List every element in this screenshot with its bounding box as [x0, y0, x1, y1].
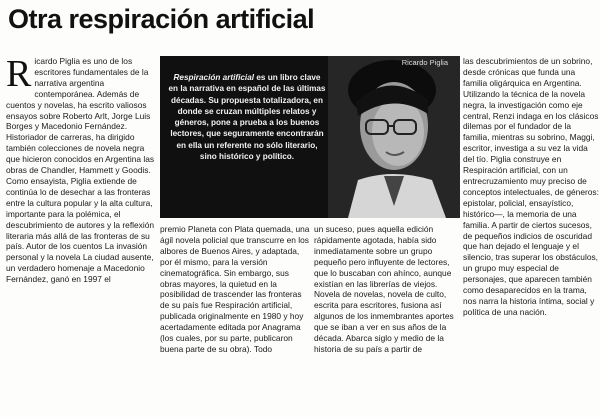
article-column-2: [160, 224, 311, 417]
pull-quote-book-title: Respiración artificial: [173, 73, 255, 82]
column-1-text: icardo Piglia es uno de los escritores fundamentales de la narrativa argentina contemporánea. Además de cuentos y novelas, ha escrito valiosos ensayos sobre Roberto Arlt, Jorge Luis Borges y Macedonio Fernández. Historiador de carreras, ha dirigido también colecciones de novela negra que hicieron conocidos en Argentina las obras de Chandler, Hammett y Goodis. Como ensayista, Piglia extiende de continúa lo de desechar a las fronteras entre la cultura popular y la alta cultura, importante para la polémica, el descubrimiento de autores y la reflexión literaria más allá de las fronteras de su país. Autor de los cuentos La invasión personal y la novela La ciudad ausente, un verdadero homenaje a Macedonio Fernández, ganó en 1997 el: [6, 56, 155, 285]
column-3-text: un suceso, pues aquella edición rápidamente agotada, había sido inmediatamente sobre un grupo pequeño pero influyente de lectores, que lo buscaban con ahínco, aunque existían en las librerías de viejos. Novela de novelas, novela de culto, escrita para escritores, fusiona así algunos de los inmembrantes aportes que se iban a ver en sus años de la década. Abarca siglo y medio de la historia de su país a partir de: [314, 224, 454, 354]
pull-quote-text: es un libro clave en la narrativa en español de las últimas décadas. Su propuesta totalizadora, en donde se cruzan múltiples relatos y géneros, pone a prueba a los buenos lectores, que seguramente encontrarán en ella un referente no sólo literario, sino histórico y político.: [168, 73, 326, 162]
pull-quote: [168, 72, 326, 162]
photo-credit: Ricardo Piglia: [401, 58, 448, 67]
drop-cap: R: [6, 56, 32, 95]
author-photo: [328, 56, 460, 218]
article-column-4: [463, 56, 599, 417]
article-headline: Otra respiración artificial: [8, 4, 315, 34]
feature-box: [160, 56, 460, 218]
article-column-1: [6, 56, 157, 417]
author-portrait-image: [328, 56, 460, 218]
column-4-text: las descubrimientos de un sobrino, desde crónicas que funda una familia oligárquica en Argentina. Utilizando la técnica de la novela negra, la investigación como eje central, Renzi indaga en los clásicos dilemas por el fundador de la familia, mientras su sobrino, Maggi, escritor, investiga a su vez la vida del tío. Piglia construye en Respiración artificial, con un entrecruzamiento muy preciso de conceptos intelectuales, de géneros: epistolar, policial, ensayístico, histórico—, la memoria de una familia. A partir de ciertos sucesos, de pequeños indicios de oscuridad que han dejado el lenguaje y el silencio, tras superar los obstáculos, un grupo muy especial de personajes, que aparecen también como desaparecidos en la trama, nos narra la historia íntima, social y política de una nación.: [463, 56, 599, 317]
column-2-text: premio Planeta con Plata quemada, una ágil novela policial que transcurre en los albores de Buenos Aires, y adaptada, por él mismo, para la versión cinematográfica. Sin embargo, sus obras mayores, la quietud en la posibilidad de trascender las fronteras de su país fue Respiración artificial, publicada originalmente en 1980 y hoy acertadamente editada por Anagrama (los cuales, por su parte, publicaron buena parte de su obra). Todo: [160, 224, 310, 354]
article-column-3: [314, 224, 462, 417]
